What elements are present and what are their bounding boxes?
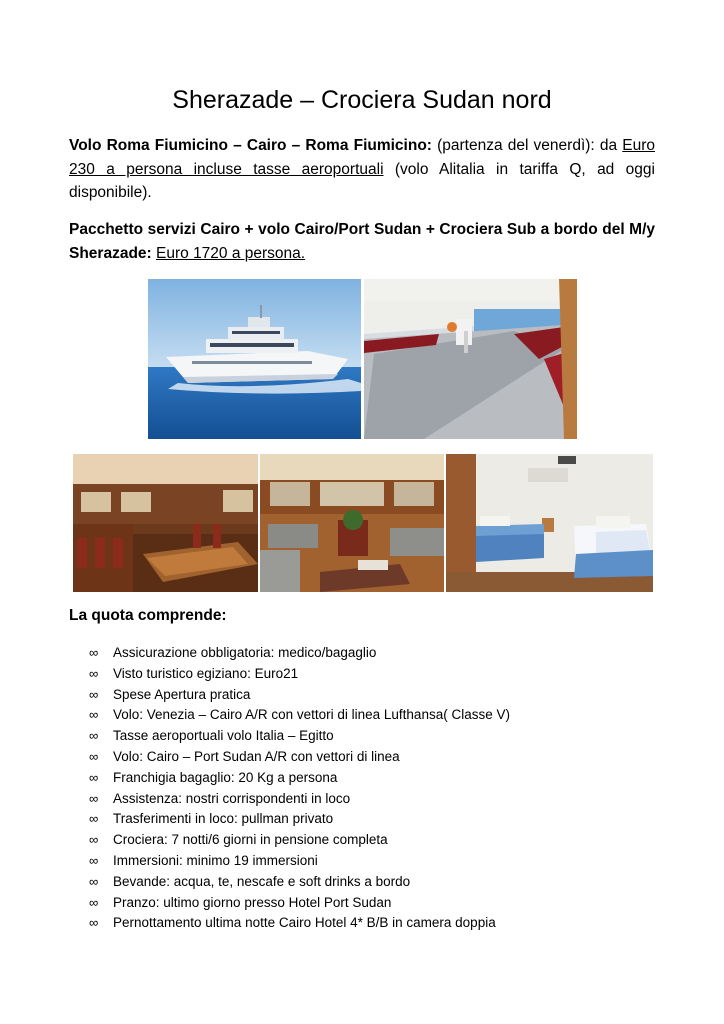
infinity-bullet-icon: ∞ [89,707,99,723]
infinity-bullet-icon: ∞ [89,915,99,931]
infinity-bullet-icon: ∞ [89,873,99,889]
flight-price-link[interactable]: Euro 230 a persona incluse tasse aeroportuali [69,137,655,178]
list-item-text: Spese Apertura pratica [113,686,251,702]
infinity-bullet-icon: ∞ [89,832,99,848]
package-label: Pacchetto servizi Cairo + volo Cairo/Port Sudan + Crociera Sub a bordo del M/y Sherazade: [69,221,655,262]
list-item-text: Franchigia bagaglio: 20 Kg a persona [113,769,338,785]
infinity-bullet-icon: ∞ [89,769,99,785]
infinity-bullet-icon: ∞ [89,665,99,681]
list-item-text: Pranzo: ultimo giorno presso Hotel Port Sudan [113,894,392,910]
list-item-text: Assistenza: nostri corrispondenti in loco [113,790,351,806]
salon-photo [260,454,444,592]
list-item-text: Volo: Cairo – Port Sudan A/R con vettori di linea [113,748,400,764]
dining-room-photo [73,454,258,592]
package-price-link[interactable]: Euro 1720 a persona. [156,244,306,262]
includes-heading: La quota comprende: [69,607,227,624]
list-item-text: Bevande: acqua, te, nescafe e soft drinks a bordo [113,873,411,889]
infinity-bullet-icon: ∞ [89,894,99,910]
flight-text-after: (volo Alitalia in tariffa Q, ad oggi disponibile). [69,160,655,201]
package-paragraph [69,218,655,265]
page-title: Sherazade – Crociera Sudan nord [172,86,552,114]
infinity-bullet-icon: ∞ [89,811,99,827]
list-item-text: Volo: Venezia – Cairo A/R con vettori di linea Lufthansa( Classe V) [113,707,510,723]
flight-label: Volo Roma Fiumicino – Cairo – Roma Fiumicino: [69,137,432,154]
infinity-bullet-icon: ∞ [89,686,99,702]
infinity-bullet-icon: ∞ [89,748,99,764]
infinity-bullet-icon: ∞ [89,728,99,744]
list-item-text: Assicurazione obbligatoria: medico/bagaglio [113,645,377,660]
list-item-text: Crociera: 7 notti/6 giorni in pensione completa [113,832,388,848]
sundeck-photo [364,279,577,439]
cabin-photo [446,454,653,592]
infinity-bullet-icon: ∞ [89,790,99,806]
infinity-bullet-icon: ∞ [89,852,99,868]
list-item-text: Visto turistico egiziano: Euro21 [113,665,299,681]
flight-paragraph [69,134,655,205]
list-item-text: Immersioni: minimo 19 immersioni [113,852,318,868]
list-item-text: Pernottamento ultima notte Cairo Hotel 4* B/B in camera doppia [113,915,496,931]
infinity-bullet-icon: ∞ [89,645,99,660]
list-item-text: Trasferimenti in loco: pullman privato [113,811,334,827]
flight-text-before: (partenza del venerdì): da [431,137,623,154]
list-item-text: Tasse aeroportuali volo Italia – Egitto [113,728,334,744]
yacht-photo [148,279,361,439]
